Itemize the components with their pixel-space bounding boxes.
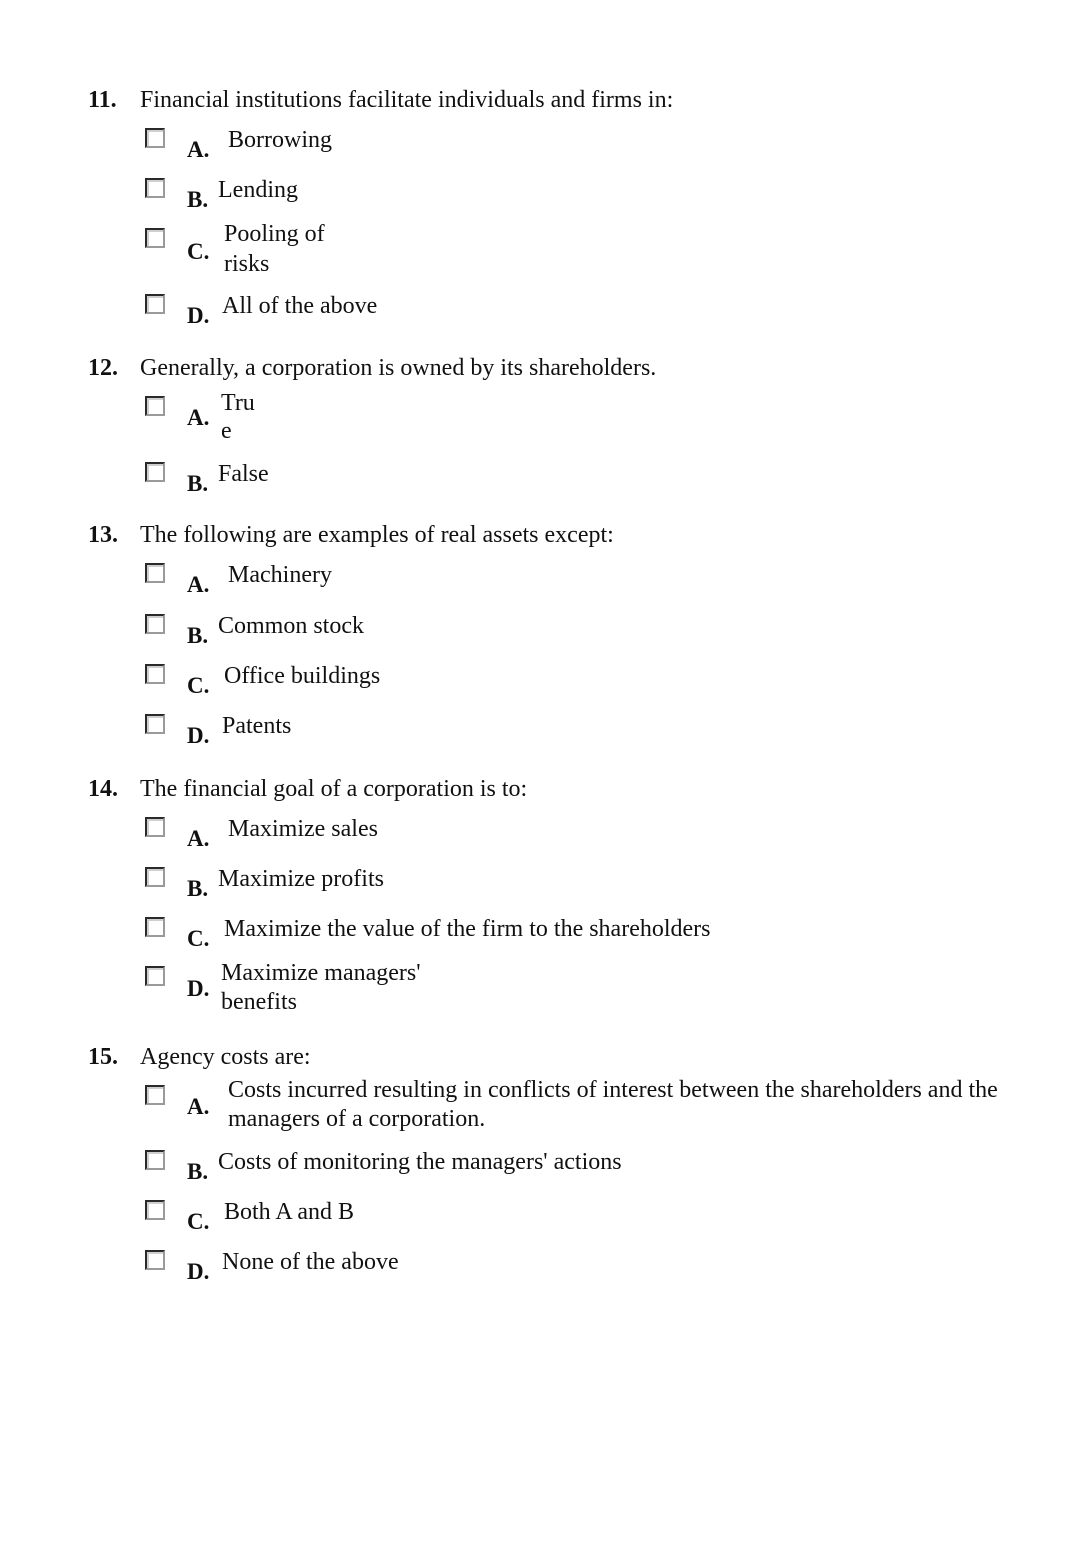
checkbox[interactable] xyxy=(145,563,165,583)
option-letter: A. xyxy=(187,137,210,162)
option-letter: C. xyxy=(187,926,210,951)
option-letter: A. xyxy=(187,1094,210,1119)
option-letter: D. xyxy=(187,723,210,748)
question-number: 15. xyxy=(88,1044,118,1070)
question-header xyxy=(88,86,673,114)
checkbox[interactable] xyxy=(145,917,165,937)
question-text: Generally, a corporation is owned by its shareholders. xyxy=(140,355,657,381)
checkbox[interactable] xyxy=(145,1150,165,1170)
option-letter: B. xyxy=(187,187,209,212)
option-text-line-1: Maximize managers' xyxy=(221,960,421,986)
question-number: 11. xyxy=(88,87,117,113)
checkbox[interactable] xyxy=(145,867,165,887)
question-text: Agency costs are: xyxy=(140,1044,311,1070)
question-text: The following are examples of real assets except: xyxy=(140,522,614,548)
option-letter: C. xyxy=(187,1209,210,1234)
option-letter: B. xyxy=(187,876,209,901)
checkbox[interactable] xyxy=(145,396,165,416)
option-text-line-1: Tru xyxy=(221,390,255,416)
option-text-line-2: e xyxy=(221,418,232,444)
checkbox[interactable] xyxy=(145,664,165,684)
checkbox[interactable] xyxy=(145,228,165,248)
checkbox[interactable] xyxy=(145,294,165,314)
option-text-line-2: risks xyxy=(224,251,270,277)
option-letter: C. xyxy=(187,673,210,698)
option-text: Borrowing xyxy=(228,127,332,153)
option-text: Both A and B xyxy=(224,1199,355,1225)
option-text: Common stock xyxy=(218,613,365,639)
option-letter: B. xyxy=(187,471,209,496)
checkbox[interactable] xyxy=(145,1200,165,1220)
question-number: 12. xyxy=(88,355,118,381)
option-letter: A. xyxy=(187,572,210,597)
checkbox[interactable] xyxy=(145,178,165,198)
question-number: 13. xyxy=(88,522,118,548)
option-letter: D. xyxy=(187,303,210,328)
checkbox[interactable] xyxy=(145,817,165,837)
question-header xyxy=(88,354,656,382)
question-header xyxy=(88,521,614,549)
option-text: All of the above xyxy=(222,293,378,319)
option-text-line-2: benefits xyxy=(221,989,297,1015)
checkbox[interactable] xyxy=(145,462,165,482)
option-text: Office buildings xyxy=(224,663,381,689)
option-text: Maximize the value of the firm to the shareholders xyxy=(224,916,711,942)
option-text: Lending xyxy=(218,177,298,203)
checkbox[interactable] xyxy=(145,1250,165,1270)
option-letter: D. xyxy=(187,1259,210,1284)
option-text: Maximize profits xyxy=(218,866,384,892)
option-text: Patents xyxy=(222,713,292,739)
question-text: The financial goal of a corporation is to: xyxy=(140,776,528,802)
question-header xyxy=(88,775,527,803)
checkbox[interactable] xyxy=(145,714,165,734)
question-text: Financial institutions facilitate individuals and firms in: xyxy=(140,87,674,113)
option-text: Maximize sales xyxy=(228,816,378,842)
option-letter: D. xyxy=(187,976,210,1001)
option-text-line-1: Costs incurred resulting in conflicts of interest between the shareholders and the xyxy=(228,1077,998,1103)
option-text-line-2: managers of a corporation. xyxy=(228,1106,486,1132)
option-letter: C. xyxy=(187,239,210,264)
option-text: Costs of monitoring the managers' actions xyxy=(218,1149,622,1175)
checkbox[interactable] xyxy=(145,128,165,148)
checkbox[interactable] xyxy=(145,1085,165,1105)
option-letter: A. xyxy=(187,405,210,430)
option-letter: A. xyxy=(187,826,210,851)
question-header xyxy=(88,1043,311,1071)
option-text-line-1: Pooling of xyxy=(224,221,325,247)
option-letter: B. xyxy=(187,623,209,648)
option-text: None of the above xyxy=(222,1249,399,1275)
question-number: 14. xyxy=(88,776,118,802)
option-text: False xyxy=(218,461,269,487)
option-text: Machinery xyxy=(228,562,332,588)
option-letter: B. xyxy=(187,1159,209,1184)
checkbox[interactable] xyxy=(145,614,165,634)
checkbox[interactable] xyxy=(145,966,165,986)
